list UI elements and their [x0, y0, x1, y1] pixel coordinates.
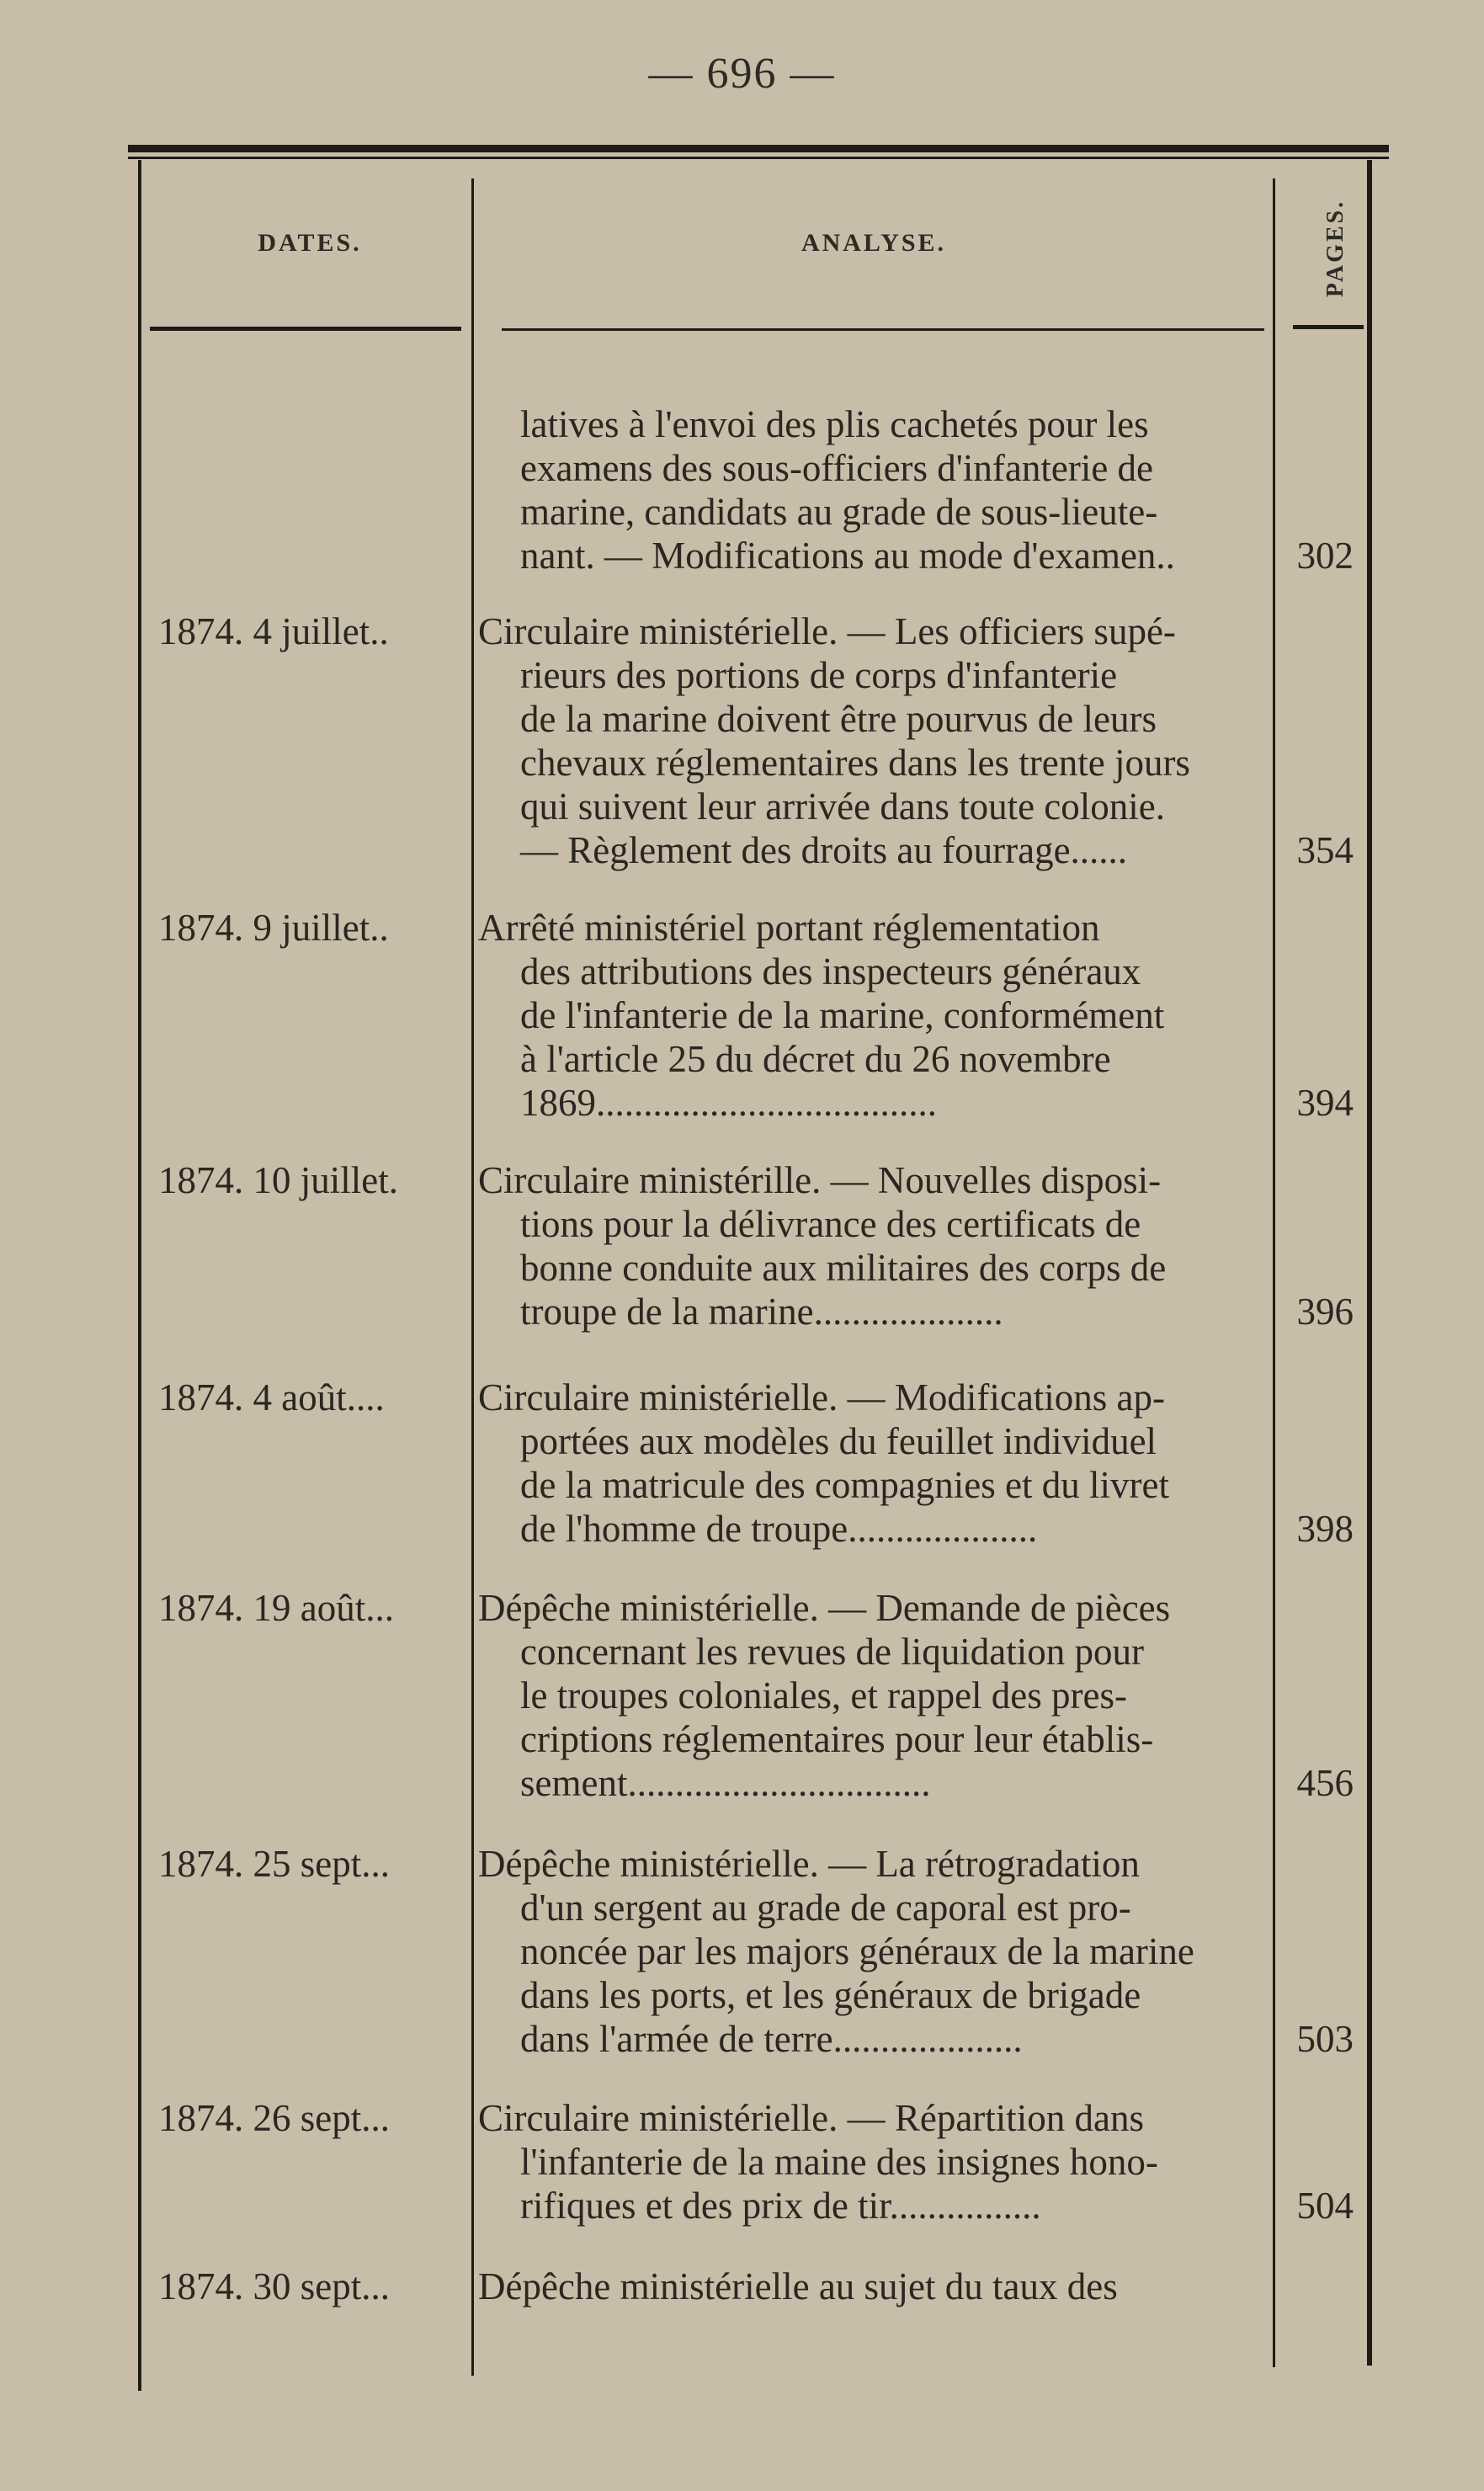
dates-divider — [471, 178, 474, 2376]
entry-line: dans l'armée de terre.................... — [520, 2018, 1023, 2060]
entry-analysis — [478, 1158, 1268, 1333]
entry-line: Circulaire ministérille. — Nouvelles disposi- — [478, 1159, 1162, 1201]
entry-line: Dépêche ministérielle au sujet du taux des — [478, 2265, 1118, 2307]
dates-header-rule — [150, 327, 461, 331]
entry-line: à l'article 25 du décret du 26 novembre — [520, 1038, 1111, 1080]
entry-date: 1874. 30 sept... — [158, 2265, 390, 2307]
entry-line: examens des sous-officiers d'infanterie de — [520, 447, 1154, 489]
entry-line: noncée par les majors généraux de la marine — [520, 1930, 1194, 1972]
entry-line: Dépêche ministérielle. — La rétrogradation — [478, 1843, 1140, 1885]
entry-line: chevaux réglementaires dans les trente jours — [520, 742, 1190, 784]
entry-page: 456 — [1296, 1762, 1354, 1804]
page-number: — 696 — — [648, 50, 836, 98]
entry-analysis — [478, 609, 1268, 872]
entry-line: rifiques et des prix de tir................ — [520, 2185, 1041, 2227]
entry-date: 1874. 4 juillet.. — [158, 610, 389, 652]
entry-date: 1874. 9 juillet.. — [158, 907, 389, 949]
entry-line: latives à l'envoi des plis cachetés pour les — [520, 403, 1149, 445]
entry-page: 503 — [1296, 2018, 1354, 2060]
entry-line: portées aux modèles du feuillet individuel — [520, 1420, 1157, 1462]
entry-date: 1874. 26 sept... — [158, 2097, 390, 2139]
entry-date: 1874. 19 août... — [158, 1587, 394, 1629]
analyse-header-rule — [502, 328, 1264, 331]
entry-analysis — [478, 2265, 1268, 2308]
top-rule-thin — [128, 157, 1389, 159]
entry-line: de la marine doivent être pourvus de leurs — [520, 698, 1157, 740]
entry-line: l'infanterie de la maine des insignes hono- — [520, 2141, 1158, 2183]
entry-line: marine, candidats au grade de sous-lieute- — [520, 491, 1158, 533]
entry-analysis — [478, 1376, 1268, 1551]
entry-line: concernant les revues de liquidation pour — [520, 1631, 1145, 1673]
pages-header-rule — [1293, 325, 1364, 329]
entry-page: 354 — [1296, 829, 1354, 871]
col-header-pages: PAGES. — [1322, 199, 1348, 298]
entry-page: 398 — [1296, 1508, 1354, 1550]
entry-line: de l'homme de troupe.................... — [520, 1508, 1038, 1550]
left-border — [138, 160, 141, 2391]
entry-page: 504 — [1296, 2185, 1354, 2227]
entry-page: 396 — [1296, 1291, 1354, 1333]
entry-page: 302 — [1296, 535, 1354, 577]
entry-line: Circulaire ministérielle. — Répartition dans — [478, 2097, 1145, 2139]
entry-line: des attributions des inspecteurs généraux — [520, 950, 1141, 993]
entry-analysis — [478, 906, 1268, 1125]
entry-line: criptions réglementaires pour leur établis- — [520, 1718, 1154, 1760]
entry-date: 1874. 4 août.... — [158, 1376, 385, 1418]
entry-line: le troupes coloniales, et rappel des pres- — [520, 1674, 1127, 1717]
entry-line: tions pour la délivrance des certificats de — [520, 1203, 1141, 1245]
entry-analysis — [478, 1586, 1268, 1805]
entry-line: Circulaire ministérielle. — Modifications ap- — [478, 1376, 1166, 1418]
entry-line: troupe de la marine.................... — [520, 1291, 1003, 1333]
entry-line: de l'infanterie de la marine, conformément — [520, 994, 1165, 1036]
entry-line: Dépêche ministérielle. — Demande de pièces — [478, 1587, 1171, 1629]
col-header-analyse: ANALYSE. — [801, 229, 947, 257]
top-rule-thick — [128, 145, 1389, 152]
entry-date: 1874. 10 juillet. — [158, 1159, 398, 1201]
entry-line: dans les ports, et les généraux de brigade — [520, 1974, 1141, 2016]
entry-line: 1869.................................... — [520, 1082, 937, 1124]
entry-line: d'un sergent au grade de caporal est pro- — [520, 1887, 1131, 1929]
entry-analysis — [478, 2096, 1268, 2228]
entry-line: Arrêté ministériel portant réglementation — [478, 907, 1100, 949]
entry-analysis — [478, 402, 1268, 578]
entry-line: nant. — Modifications au mode d'examen.. — [520, 535, 1175, 577]
entry-line: sement................................ — [520, 1762, 931, 1804]
entry-analysis — [478, 1842, 1268, 2061]
analyse-divider — [1273, 178, 1275, 2367]
entry-line: rieurs des portions de corps d'infanterie — [520, 654, 1118, 696]
col-header-dates: DATES. — [258, 229, 362, 257]
entry-line: — Règlement des droits au fourrage...... — [520, 829, 1128, 871]
right-border — [1367, 160, 1372, 2366]
entry-line: de la matricule des compagnies et du livret — [520, 1464, 1169, 1506]
entry-page: 394 — [1296, 1082, 1354, 1124]
entry-date: 1874. 25 sept... — [158, 1843, 390, 1885]
entry-line: bonne conduite aux militaires des corps de — [520, 1247, 1167, 1289]
entry-line: Circulaire ministérielle. — Les officiers supé- — [478, 610, 1176, 652]
entry-line: qui suivent leur arrivée dans toute colonie. — [520, 785, 1166, 828]
